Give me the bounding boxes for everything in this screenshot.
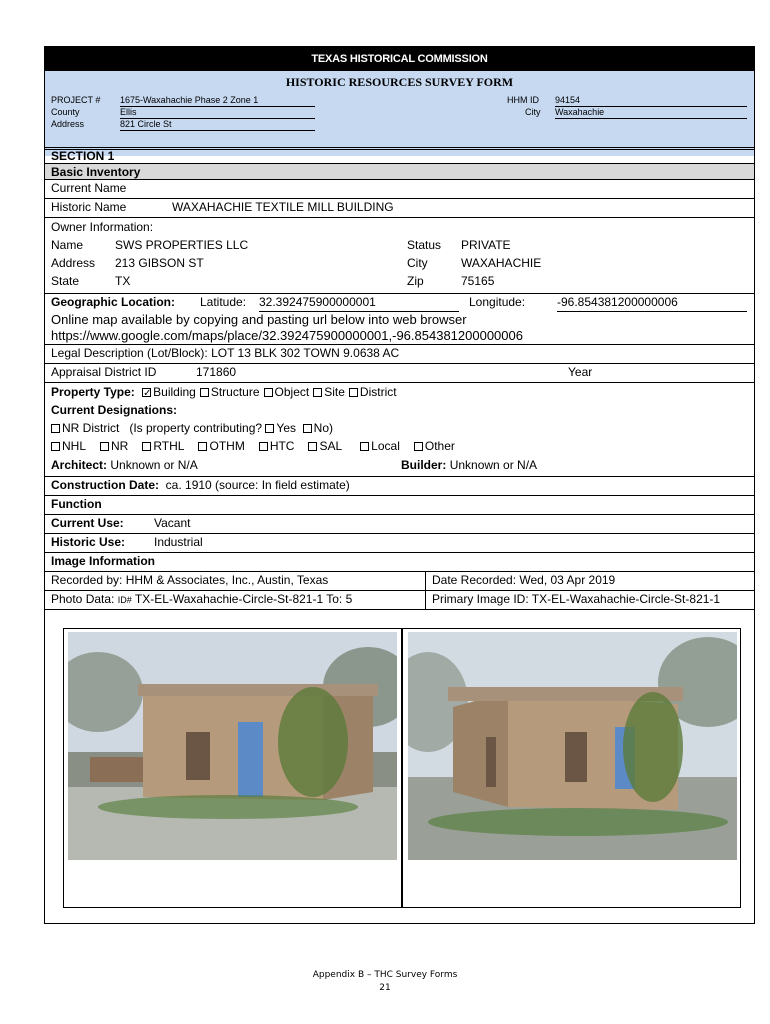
- historic-use-label: Historic Use:: [51, 535, 126, 549]
- property-type-label: Building: [153, 385, 196, 399]
- photo-data-label: Photo Data:: [51, 592, 115, 606]
- property-type-label: Object: [274, 385, 310, 399]
- designation-checkbox[interactable]: [308, 442, 317, 451]
- form-title: HISTORIC RESOURCES SURVEY FORM: [285, 75, 514, 89]
- designation-checkboxes: [51, 438, 469, 455]
- appraisal-row: [45, 363, 754, 382]
- recorded-row: [45, 571, 754, 590]
- current-use-label: Current Use:: [51, 516, 124, 530]
- designation-checkbox[interactable]: [100, 442, 109, 451]
- designation-checkbox[interactable]: [142, 442, 151, 451]
- designation-label: HTC: [269, 439, 295, 453]
- property-type-checkbox[interactable]: [349, 388, 358, 397]
- historic-name-label: Historic Name: [51, 200, 127, 214]
- appraisal-label: Appraisal District ID: [51, 365, 157, 379]
- historic-use-value: Industrial: [154, 535, 203, 549]
- function-label: Function: [45, 495, 754, 514]
- property-type-label: Site: [324, 385, 345, 399]
- blue-door: [238, 722, 263, 797]
- builder-value: Unknown or N/A: [449, 458, 538, 472]
- city-label: City: [525, 107, 541, 117]
- legal-row: [45, 344, 754, 363]
- contributing-yes-checkbox[interactable]: [265, 424, 274, 433]
- nr-district-label: NR District: [62, 421, 120, 435]
- property-type-line: [51, 384, 397, 401]
- property-type-label: District: [359, 385, 397, 399]
- window: [186, 732, 210, 780]
- historic-use-row: [45, 533, 754, 552]
- recorded-by: Recorded by: HHM & Associates, Inc., Austin, Texas: [51, 573, 329, 587]
- property-type-site: [313, 385, 345, 399]
- designation-nr: [100, 439, 128, 453]
- appraisal-value: 171860: [196, 365, 237, 379]
- architect-label: Architect:: [51, 458, 108, 472]
- designation-checkbox[interactable]: [414, 442, 423, 451]
- owner-status-value: PRIVATE: [461, 238, 511, 252]
- owner-status-label: Status: [407, 238, 442, 252]
- historic-name-value: WAXAHACHIE TEXTILE MILL BUILDING: [172, 200, 394, 214]
- property-type-checkbox[interactable]: [142, 388, 151, 397]
- legal-description: Legal Description (Lot/Block): LOT 13 BLK 302 TOWN 9.0638 AC: [51, 346, 400, 360]
- grass: [428, 808, 728, 836]
- architect-row: [45, 457, 754, 476]
- agency-title: TEXAS HISTORICAL COMMISSION: [45, 47, 754, 71]
- address-value: 821 Circle St: [120, 119, 315, 131]
- owner-name-value: SWS PROPERTIES LLC: [115, 238, 249, 252]
- date-recorded: Date Recorded: Wed, 03 Apr 2019: [432, 573, 616, 587]
- designation-label: RTHL: [153, 439, 185, 453]
- designation-nhl: [51, 439, 86, 453]
- contributing-no-checkbox[interactable]: [303, 424, 312, 433]
- survey-form: [44, 46, 755, 924]
- property-type-label: Structure: [210, 385, 260, 399]
- photo-frame-left: [63, 628, 402, 908]
- builder-label: Builder:: [401, 458, 447, 472]
- footer-appendix: Appendix B – THC Survey Forms: [312, 970, 458, 980]
- primary-image-id: Primary Image ID: TX-EL-Waxahachie-Circle-St-821-1: [432, 592, 721, 606]
- owner-city-value: WAXAHACHIE: [461, 256, 542, 270]
- owner-state-value: TX: [115, 274, 131, 288]
- owner-city-label: City: [407, 256, 428, 270]
- designation-other: [414, 439, 455, 453]
- ivy: [278, 687, 348, 797]
- property-type-structure: [200, 385, 260, 399]
- designation-label: NR: [111, 439, 129, 453]
- current-name-row: [45, 179, 754, 198]
- designation-label: Other: [424, 439, 455, 453]
- geo-block: [45, 293, 754, 344]
- designation-checkbox[interactable]: [360, 442, 369, 451]
- building-photo-left: [68, 632, 397, 860]
- photo-id-small: ID#: [117, 595, 132, 605]
- construction-row: [45, 476, 754, 495]
- designation-checkbox[interactable]: [198, 442, 207, 451]
- designation-othm: [198, 439, 244, 453]
- property-type-checkbox[interactable]: [200, 388, 209, 397]
- image-info-divider: [425, 571, 426, 609]
- current-name-label: Current Name: [51, 181, 127, 195]
- form-header: [45, 71, 754, 156]
- property-type-building: [142, 385, 196, 399]
- contributing-question: (Is property contributing?: [129, 421, 263, 435]
- construction-value: ca. 1910 (source: In field estimate): [165, 478, 350, 492]
- section-subtitle: Basic Inventory: [45, 163, 754, 179]
- hhm-id-value: 94154: [555, 95, 747, 107]
- image-info-label: Image Information: [45, 552, 754, 571]
- designation-label: OTHM: [209, 439, 245, 453]
- footer-page-number: 21: [379, 983, 391, 993]
- ivy: [623, 692, 683, 802]
- construction-label: Construction Date:: [51, 478, 159, 492]
- owner-name-label: Name: [51, 238, 84, 252]
- photo-data-row: [45, 590, 754, 609]
- address-label: Address: [51, 119, 85, 129]
- year-label: Year: [568, 365, 593, 379]
- designation-label: NHL: [62, 439, 87, 453]
- map-instructions: Online map available by copying and pasting url below into web browser: [51, 312, 467, 327]
- owner-zip-label: Zip: [407, 274, 424, 288]
- designation-rthl: [142, 439, 184, 453]
- project-label: PROJECT #: [51, 95, 101, 105]
- section-title: SECTION 1: [45, 147, 754, 163]
- designations-label: Current Designations:: [51, 403, 178, 417]
- photo-data-value: TX-EL-Waxahachie-Circle-St-821-1 To: 5: [134, 592, 353, 606]
- geo-label: Geographic Location:: [51, 295, 176, 309]
- property-type-checkbox[interactable]: [264, 388, 273, 397]
- current-use-value: Vacant: [154, 516, 191, 530]
- lon-value: -96.854381200000006: [557, 294, 747, 312]
- designation-htc: [259, 439, 295, 453]
- lat-label: Latitude:: [200, 295, 247, 309]
- current-use-row: [45, 514, 754, 533]
- designation-sal: [308, 439, 342, 453]
- owner-address-label: Address: [51, 256, 96, 270]
- nr-district-checkbox[interactable]: [51, 424, 60, 433]
- designation-label: SAL: [319, 439, 343, 453]
- nr-district-line: [51, 420, 333, 437]
- designation-checkbox[interactable]: [259, 442, 268, 451]
- property-type-checkbox[interactable]: [313, 388, 322, 397]
- designation-block: [45, 382, 754, 468]
- historic-name-row: [45, 198, 754, 217]
- side-window: [486, 737, 496, 787]
- contributing-no-label: No): [313, 421, 334, 435]
- owner-state-label: State: [51, 274, 80, 288]
- architect-value: Unknown or N/A: [110, 458, 198, 472]
- property-type-district: [349, 385, 397, 399]
- lon-label: Longitude:: [469, 295, 526, 309]
- owner-info-label: Owner Information:: [51, 220, 154, 234]
- property-type-object: [264, 385, 310, 399]
- owner-zip-value: 75165: [461, 274, 495, 288]
- photo-frame-right: [402, 628, 741, 908]
- map-url[interactable]: https://www.google.com/maps/place/32.392475900000001,-96.854381200000006: [51, 328, 523, 343]
- photo-area-top: [45, 609, 754, 610]
- designation-label: Local: [371, 439, 400, 453]
- designation-local: [360, 439, 400, 453]
- building-side: [453, 692, 508, 807]
- contributing-yes-label: Yes: [276, 421, 296, 435]
- project-value: 1675-Waxahachie Phase 2 Zone 1: [120, 95, 315, 107]
- city-value: Waxahachie: [555, 107, 747, 119]
- owner-block: [45, 217, 754, 293]
- hhm-id-label: HHM ID: [507, 95, 539, 105]
- grass: [98, 795, 358, 819]
- designation-checkbox[interactable]: [51, 442, 60, 451]
- cornice: [138, 684, 378, 696]
- property-type-label: Property Type:: [51, 385, 135, 399]
- county-value: Ellis: [120, 107, 315, 119]
- lat-value: 32.392475900000001: [259, 294, 459, 312]
- county-label: County: [51, 107, 80, 117]
- owner-address-value: 213 GIBSON ST: [115, 256, 204, 270]
- building-photo-right: [408, 632, 737, 860]
- window: [565, 732, 587, 782]
